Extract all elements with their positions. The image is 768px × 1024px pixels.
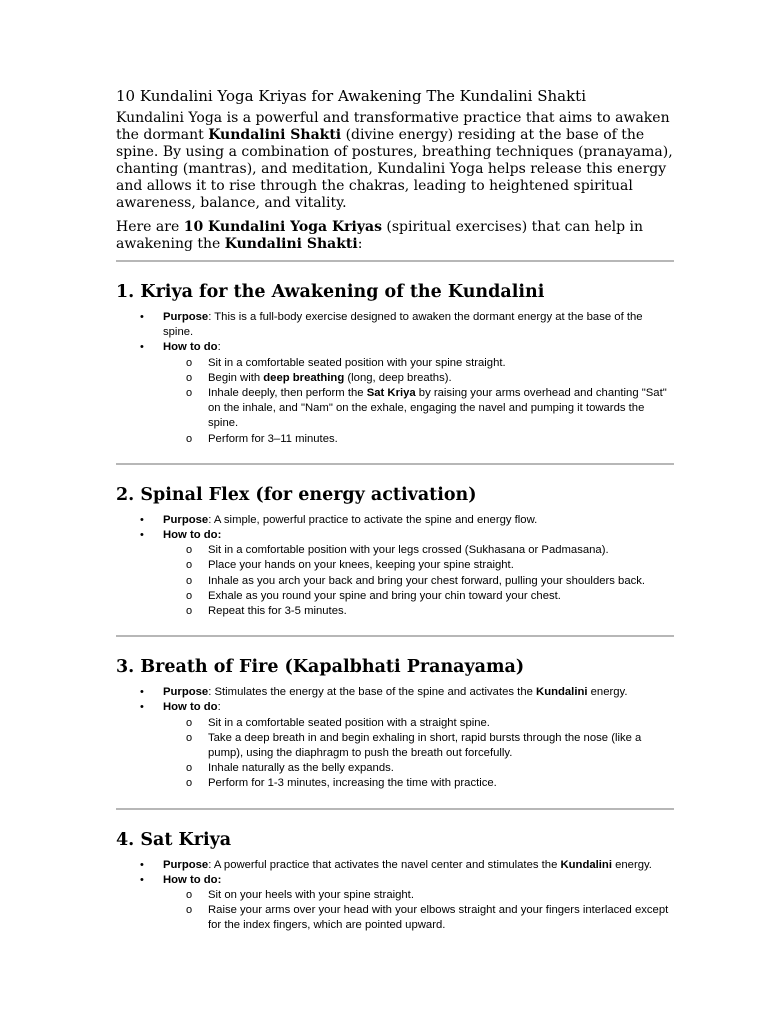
lead-colon: : bbox=[357, 236, 363, 252]
howto-label: How to do bbox=[163, 873, 218, 886]
intro-text: Kundalini Yoga is a powerful and transformative practice that aims to awaken the dormant bbox=[116, 110, 670, 143]
step-text: Perform for 1-3 minutes, increasing the time with practice. bbox=[208, 777, 497, 790]
step-bold: Sat Kriya bbox=[366, 387, 416, 400]
bullet-icon: • bbox=[140, 513, 144, 526]
step-item bbox=[116, 432, 674, 447]
sub-bullet-icon: o bbox=[186, 777, 193, 790]
step-text: Exhale as you round your spine and bring your chin toward your chest. bbox=[208, 589, 561, 602]
section-bullets bbox=[116, 310, 674, 447]
step-item bbox=[116, 604, 674, 619]
step-item bbox=[116, 888, 674, 903]
step-item bbox=[116, 371, 674, 386]
howto-item bbox=[116, 700, 674, 791]
lead-text: Here are bbox=[116, 219, 184, 235]
step-item bbox=[116, 543, 674, 558]
purpose-text: : A simple, powerful practice to activate the spine and energy flow. bbox=[208, 513, 538, 526]
sub-bullet-icon: o bbox=[186, 559, 193, 572]
step-bold: deep breathing bbox=[263, 371, 345, 384]
section-divider bbox=[116, 260, 674, 262]
purpose-label: Purpose bbox=[163, 686, 209, 699]
bullet-icon: • bbox=[140, 341, 144, 354]
step-text: Raise your arms over your head with your elbows straight and your fingers interlaced except for the index fingers, which are pointed upward. bbox=[208, 904, 669, 932]
sub-bullet-icon: o bbox=[186, 544, 193, 557]
steps-list bbox=[163, 543, 674, 619]
section-heading: 2. Spinal Flex (for energy activation) bbox=[116, 484, 477, 505]
section-divider bbox=[116, 635, 674, 637]
document-content bbox=[116, 86, 674, 934]
bullet-icon: • bbox=[140, 529, 144, 542]
step-item bbox=[116, 589, 674, 604]
purpose-text: : Stimulates the energy at the base of the spine and activates the bbox=[208, 686, 537, 699]
howto-label: How to do bbox=[163, 529, 218, 542]
purpose-text: : A powerful practice that activates the navel center and stimulates the bbox=[208, 858, 561, 871]
section-heading: 4. Sat Kriya bbox=[116, 829, 232, 850]
howto-item bbox=[116, 528, 674, 619]
sub-bullet-icon: o bbox=[186, 889, 193, 902]
step-text: Take a deep breath in and begin exhaling in short, rapid bursts through the nose (like a pump), using the diaphragm to push the breath out forcefully. bbox=[208, 731, 642, 760]
section-3 bbox=[116, 656, 674, 809]
step-text: Perform for 3–11 minutes. bbox=[208, 432, 338, 445]
step-text: Sit in a comfortable position with your legs crossed (Sukhasana or Padmasana). bbox=[208, 544, 609, 557]
howto-colon: : bbox=[217, 873, 222, 886]
howto-colon: : bbox=[217, 341, 221, 354]
section-4 bbox=[116, 829, 674, 934]
section-heading: 1. Kriya for the Awakening of the Kundalini bbox=[116, 282, 545, 302]
step-text: Place your hands on your knees, keeping your spine straight. bbox=[208, 559, 514, 572]
step-text: Begin with bbox=[208, 371, 264, 384]
step-item bbox=[116, 776, 674, 791]
purpose-label: Purpose bbox=[163, 858, 209, 871]
intro-paragraph bbox=[116, 110, 674, 212]
bullet-icon: • bbox=[140, 873, 144, 886]
steps-list bbox=[163, 356, 674, 447]
step-text: Repeat this for 3-5 minutes. bbox=[208, 605, 347, 618]
step-item bbox=[116, 716, 674, 731]
purpose-item bbox=[116, 685, 674, 700]
howto-colon: : bbox=[217, 529, 222, 542]
step-text: Inhale naturally as the belly expands. bbox=[208, 762, 394, 775]
section-divider bbox=[116, 463, 674, 465]
section-bullets bbox=[116, 513, 674, 619]
purpose-item bbox=[116, 513, 674, 528]
sub-bullet-icon: o bbox=[186, 605, 193, 618]
howto-label: How to do bbox=[163, 701, 218, 714]
purpose-bold: Kundalini bbox=[536, 686, 588, 699]
section-2 bbox=[116, 484, 674, 637]
sub-bullet-icon: o bbox=[186, 356, 193, 369]
purpose-label: Purpose bbox=[163, 513, 209, 526]
lead-text-cont: (spiritual exercises) that can help in awakening the bbox=[116, 219, 644, 252]
bullet-icon: • bbox=[140, 701, 144, 714]
purpose-label: Purpose bbox=[163, 311, 209, 323]
sub-bullet-icon: o bbox=[186, 589, 193, 602]
lead-bold-shakti: Kundalini Shakti bbox=[224, 236, 358, 252]
step-text-cont: by raising your arms overhead and chanting "Sat" on the inhale, and "Nam" on the exhale, engaging the navel and pumping it towards the spine. bbox=[208, 387, 667, 430]
steps-list bbox=[163, 716, 674, 792]
intro-bold-kundalini-shakti: Kundalini Shakti bbox=[208, 127, 342, 143]
section-bullets bbox=[116, 858, 674, 934]
lead-bold-kriyas: 10 Kundalini Yoga Kriyas bbox=[183, 219, 382, 235]
sub-bullet-icon: o bbox=[186, 762, 193, 775]
bullet-icon: • bbox=[140, 311, 144, 323]
bullet-icon: • bbox=[140, 858, 144, 871]
step-text-cont: (long, deep breaths). bbox=[344, 371, 452, 384]
step-text: Inhale deeply, then perform the bbox=[208, 387, 367, 400]
bullet-icon: • bbox=[140, 686, 144, 699]
section-1 bbox=[116, 281, 674, 465]
step-item bbox=[116, 356, 674, 371]
document-title: 10 Kundalini Yoga Kriyas for Awakening The Kundalini Shakti bbox=[116, 87, 587, 105]
purpose-item bbox=[116, 858, 674, 873]
howto-colon: : bbox=[217, 701, 221, 714]
sub-bullet-icon: o bbox=[186, 731, 193, 744]
sub-bullet-icon: o bbox=[186, 371, 193, 384]
purpose-item bbox=[116, 310, 674, 340]
purpose-text-cont: energy. bbox=[611, 858, 652, 871]
section-heading: 3. Breath of Fire (Kapalbhati Pranayama) bbox=[116, 657, 525, 678]
step-item bbox=[116, 903, 674, 933]
steps-list bbox=[163, 888, 674, 934]
sub-bullet-icon: o bbox=[186, 904, 193, 917]
step-text: Sit on your heels with your spine straight. bbox=[208, 889, 414, 902]
step-item bbox=[116, 574, 674, 589]
step-item bbox=[116, 558, 674, 573]
section-bullets bbox=[116, 685, 674, 791]
purpose-text: : This is a full-body exercise designed to awaken the dormant energy at the base of the spine. bbox=[163, 311, 643, 339]
step-text: Sit in a comfortable seated position with a straight spine. bbox=[208, 716, 490, 729]
purpose-bold: Kundalini bbox=[560, 858, 612, 871]
intro-text-cont: (divine energy) residing at the base of the spine. By using a combination of postures, breathing techniques (pranayama), chanting (mantras), and meditation, Kundalini Yoga helps release this energy and allows it to rise through the chakras, leading to heightened spiritual awareness, balance, and vitality. bbox=[116, 127, 673, 211]
step-item bbox=[116, 386, 674, 432]
step-item bbox=[116, 731, 674, 761]
step-item bbox=[116, 761, 674, 776]
section-divider bbox=[116, 808, 674, 810]
sub-bullet-icon: o bbox=[186, 387, 193, 400]
step-text: Sit in a comfortable seated position with your spine straight. bbox=[208, 356, 506, 369]
howto-label: How to do bbox=[163, 341, 218, 354]
step-text: Inhale as you arch your back and bring your chest forward, pulling your shoulders back. bbox=[208, 574, 646, 587]
howto-item bbox=[116, 873, 674, 934]
purpose-text-cont: energy. bbox=[587, 686, 628, 699]
sub-bullet-icon: o bbox=[186, 716, 193, 729]
sub-bullet-icon: o bbox=[186, 574, 193, 587]
sub-bullet-icon: o bbox=[186, 432, 193, 445]
intro-list-lead bbox=[116, 219, 674, 253]
howto-item bbox=[116, 340, 674, 446]
